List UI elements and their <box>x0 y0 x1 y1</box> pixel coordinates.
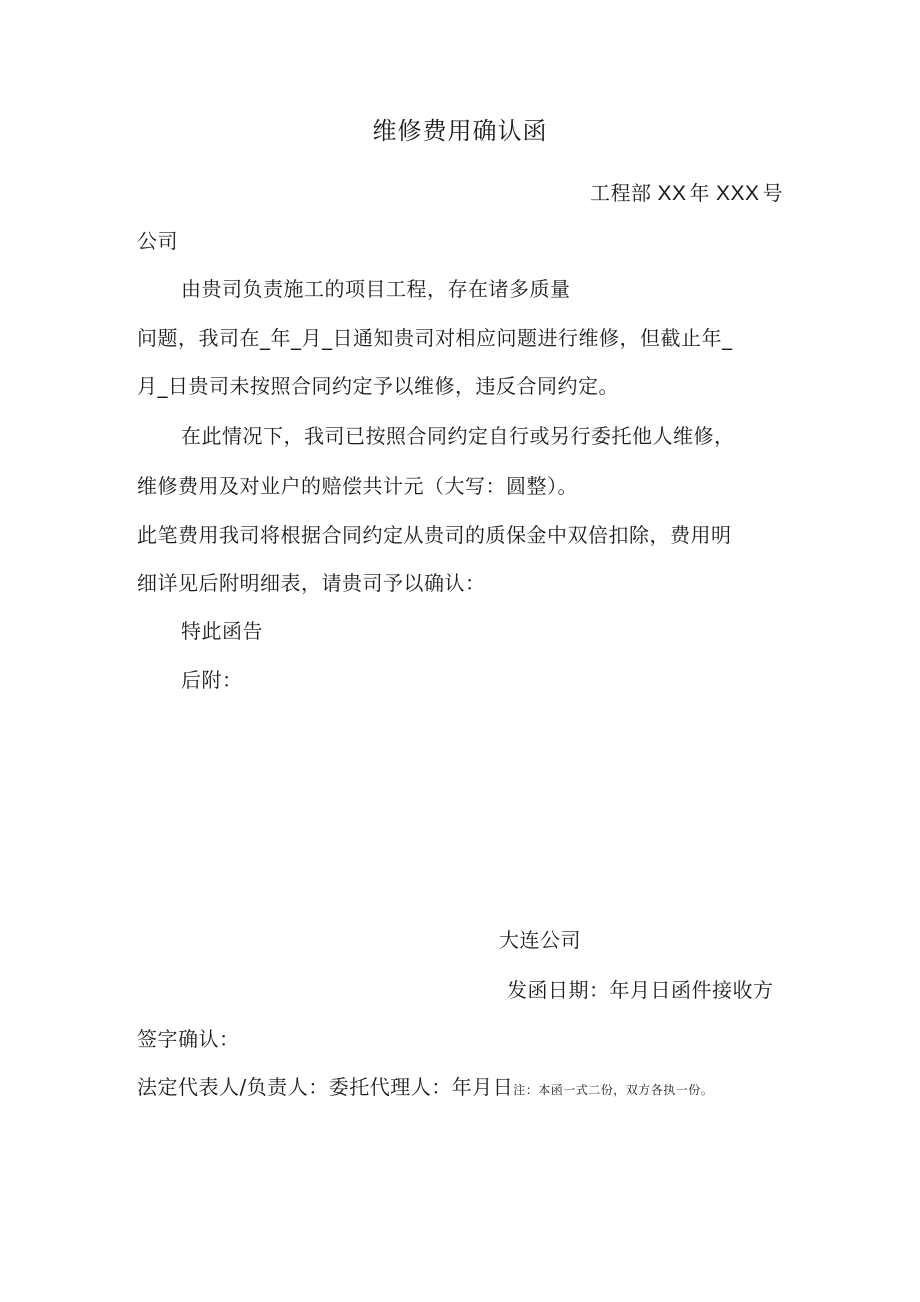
send-date-line: 发函日期：年月日函件接收方 <box>507 978 774 1002</box>
signature-confirm-label: 签字确认： <box>137 1027 240 1051</box>
reference-number-code: XXX <box>715 182 760 205</box>
body-paragraph-3: 月_日贵司未按照合同约定予以维修，违反合同约定。 <box>137 374 619 398</box>
body-paragraph-1: 由贵司负责施工的项目工程，存在诸多质量 <box>181 277 571 301</box>
duplicate-note: 注：本函一式二份，双方各执一份。 <box>513 1083 714 1097</box>
body-paragraph-7: 细详见后附明细表，请贵司予以确认： <box>137 571 486 595</box>
legal-representative-line <box>137 1074 713 1103</box>
reference-year-code: XX <box>657 182 687 205</box>
body-paragraph-4: 在此情况下，我司已按照合同约定自行或另行委托他人维修， <box>181 424 735 448</box>
body-paragraph-2: 问题，我司在_年_月_日通知贵司对相应问题进行维修，但截止年_ <box>137 326 733 350</box>
reference-number <box>590 180 783 207</box>
reference-number-label: 号 <box>762 181 783 205</box>
reference-year-label: 年 <box>689 181 710 205</box>
body-paragraph-5: 维修费用及对业户的赔偿共计元（大写：圆整）。 <box>137 474 578 498</box>
sender-company: 大连公司 <box>499 928 581 952</box>
legal-representative-text: 法定代表人/负责人：委托代理人：年月日 <box>137 1075 514 1099</box>
closing-phrase: 特此函告 <box>181 619 263 643</box>
addressee: 公司 <box>137 229 178 253</box>
body-paragraph-6: 此笔费用我司将根据合同约定从贵司的质保金中双倍扣除，费用明 <box>137 523 732 547</box>
reference-department: 工程部 <box>589 181 652 205</box>
attachment-label: 后附： <box>181 668 243 692</box>
document-title: 维修费用确认函 <box>372 117 548 145</box>
